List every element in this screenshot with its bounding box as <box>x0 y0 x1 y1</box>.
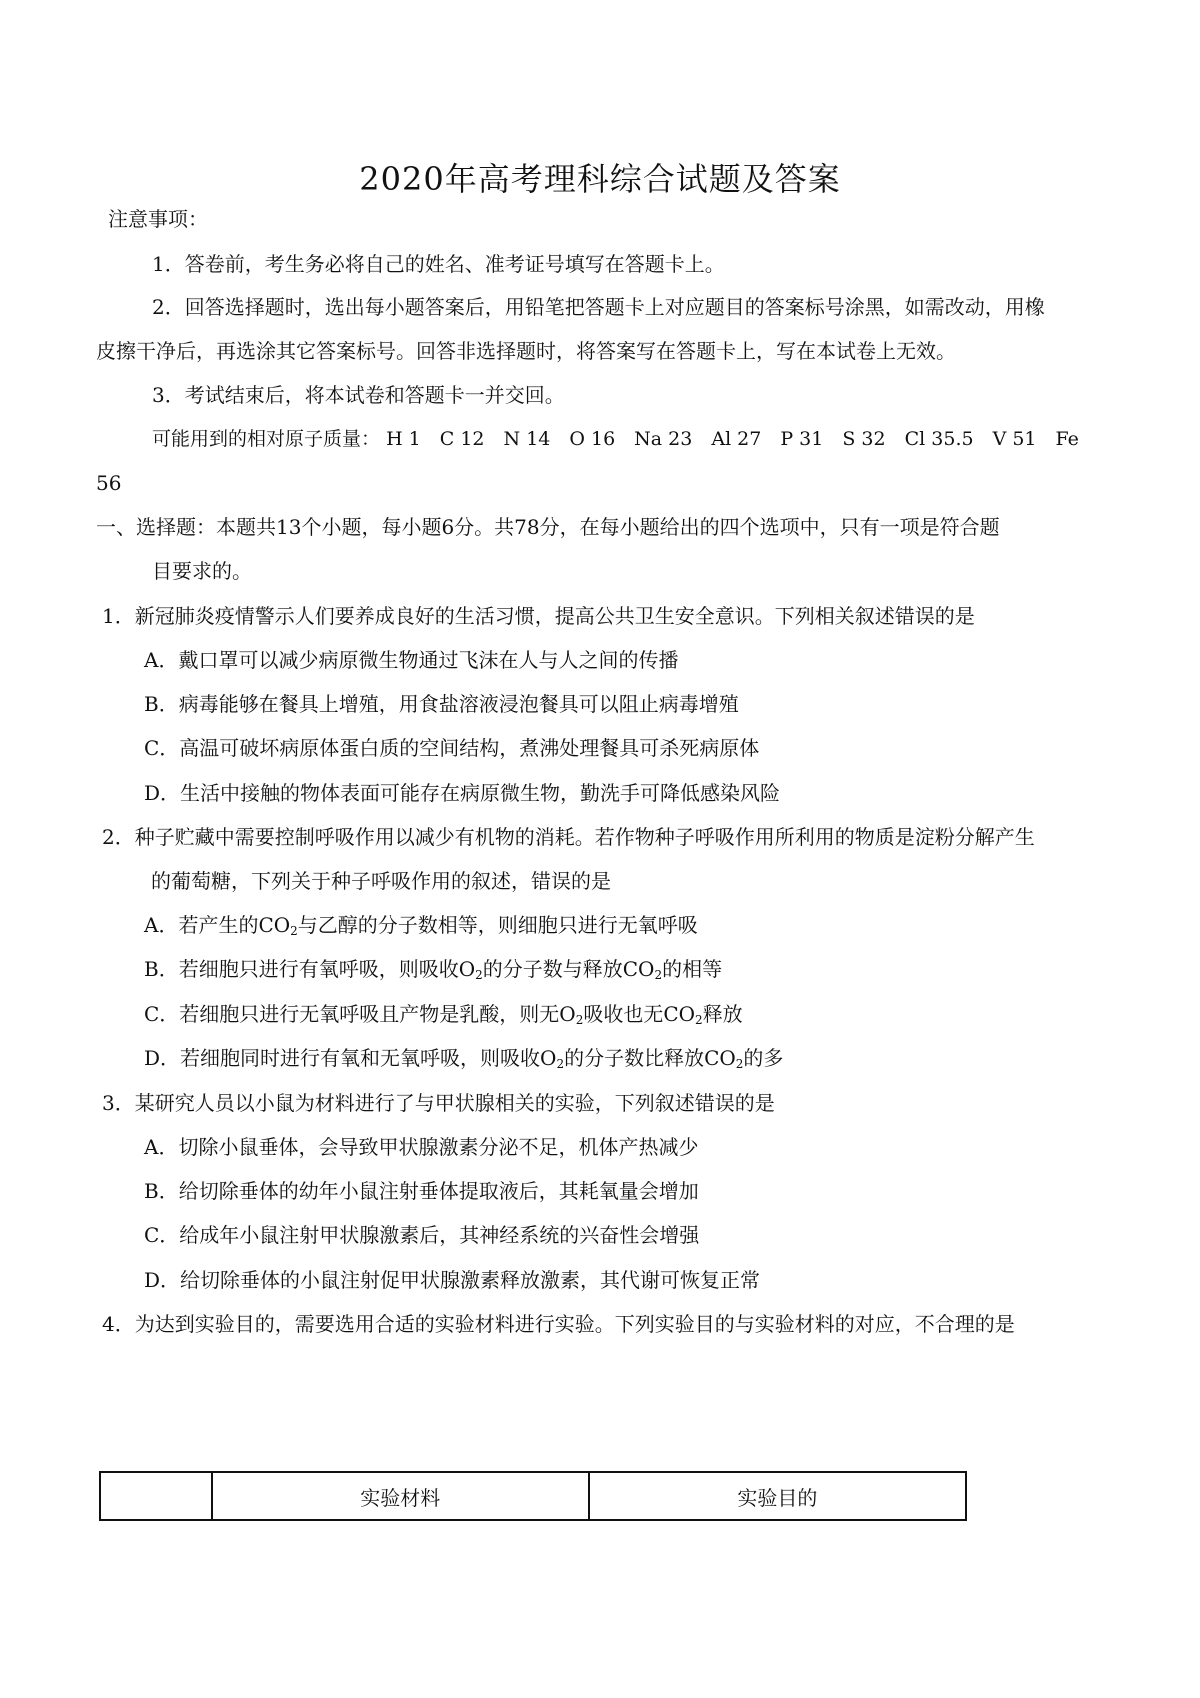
q3-option-d: D．给切除垂体的小鼠注射促甲状腺激素释放激素，其代谢可恢复正常 <box>144 1268 761 1292</box>
notice-item-3: 3．考试结束后，将本试卷和答题卡一并交回。 <box>152 383 565 407</box>
atomic-mass-item: S 32 <box>842 428 886 450</box>
table-header-material: 实验材料 <box>212 1472 589 1520</box>
q2-stem-line1: 2．种子贮藏中需要控制呼吸作用以减少有机物的消耗。若作物种子呼吸作用所利用的物质是淀粉分解产生 <box>102 825 1035 849</box>
atomic-mass-label: 可能用到的相对原子质量： <box>152 428 381 450</box>
q2-option-b: B．若细胞只进行有氧呼吸，则吸收$O_2$的分子数与释放$CO_2$的相等 <box>144 957 723 982</box>
q2-option-a: A．若产生的$CO_2$与乙醇的分子数相等，则细胞只进行无氧呼吸 <box>144 913 698 938</box>
q1-option-d: D．生活中接触的物体表面可能存在病原微生物，勤洗手可降低感染风险 <box>144 781 781 805</box>
notice-item-2: 2．回答选择题时，选出每小题答案后，用铅笔把答题卡上对应题目的答案标号涂黑，如需改动，用橡 <box>152 295 1045 319</box>
q1-option-b: B．病毒能够在餐具上增殖，用食盐溶液浸泡餐具可以阻止病毒增殖 <box>144 692 739 716</box>
atomic-mass-values <box>386 428 1098 450</box>
atomic-mass-item: N 14 <box>503 428 551 450</box>
q3-option-c: C．给成年小鼠注射甲状腺激素后，其神经系统的兴奋性会增强 <box>144 1223 700 1247</box>
atomic-mass-item: V 51 <box>992 428 1037 450</box>
q2-option-d: D．若细胞同时进行有氧和无氧呼吸，则吸收$O_2$的分子数比释放$CO_2$的多 <box>144 1046 784 1071</box>
notice-item-1: 1．答卷前，考生务必将自己的姓名、准考证号填写在答题卡上。 <box>152 252 725 276</box>
q2-option-c: C．若细胞只进行无氧呼吸且产物是乳酸，则无$O_2$吸收也无$CO_2$释放 <box>144 1002 743 1027</box>
atomic-mass-item: P 31 <box>780 428 824 450</box>
q3-stem: 3．某研究人员以小鼠为材料进行了与甲状腺相关的实验，下列叙述错误的是 <box>102 1091 775 1115</box>
q2-stem-line2: 的葡萄糖，下列关于种子呼吸作用的叙述，错误的是 <box>151 869 611 893</box>
q1-stem: 1．新冠肺炎疫情警示人们要养成良好的生活习惯，提高公共卫生安全意识。下列相关叙述错误的是 <box>102 604 975 628</box>
q3-option-a: A．切除小鼠垂体，会导致甲状腺激素分泌不足，机体产热减少 <box>144 1135 699 1159</box>
atomic-mass-item: H 1 <box>386 428 421 450</box>
table-header-purpose: 实验目的 <box>589 1472 966 1520</box>
q1-option-a: A．戴口罩可以减少病原微生物通过飞沫在人与人之间的传播 <box>144 648 679 672</box>
atomic-mass-cont: 56 <box>96 471 122 495</box>
q4-table <box>99 1471 967 1521</box>
table-header-row <box>100 1472 966 1520</box>
atomic-mass-item: O 16 <box>569 428 616 450</box>
q3-option-b: B．给切除垂体的幼年小鼠注射垂体提取液后，其耗氧量会增加 <box>144 1179 699 1203</box>
q4-stem: 4．为达到实验目的，需要选用合适的实验材料进行实验。下列实验目的与实验材料的对应，不合理的是 <box>102 1312 1015 1336</box>
section1-line1: 一、选择题：本题共13个小题，每小题6分。共78分，在每小题给出的四个选项中，只有一项是符合题 <box>96 515 1000 539</box>
notice-item-2-cont: 皮擦干净后，再选涂其它答案标号。回答非选择题时，将答案写在答题卡上，写在本试卷上无效。 <box>96 339 956 363</box>
atomic-mass-item: Al 27 <box>711 428 762 450</box>
section1-line2: 目要求的。 <box>152 559 252 583</box>
atomic-mass-item: Na 23 <box>634 428 693 450</box>
notice-heading: 注意事项： <box>108 207 208 231</box>
table-header-blank <box>100 1472 212 1520</box>
atomic-mass-item: C 12 <box>439 428 485 450</box>
atomic-mass-line <box>152 425 1098 453</box>
q1-option-c: C．高温可破坏病原体蛋白质的空间结构，煮沸处理餐具可杀死病原体 <box>144 736 760 760</box>
atomic-mass-item: Fe <box>1055 428 1079 450</box>
atomic-mass-item: Cl 35.5 <box>904 428 974 450</box>
page-title: 2020年高考理科综合试题及答案 <box>359 160 841 198</box>
